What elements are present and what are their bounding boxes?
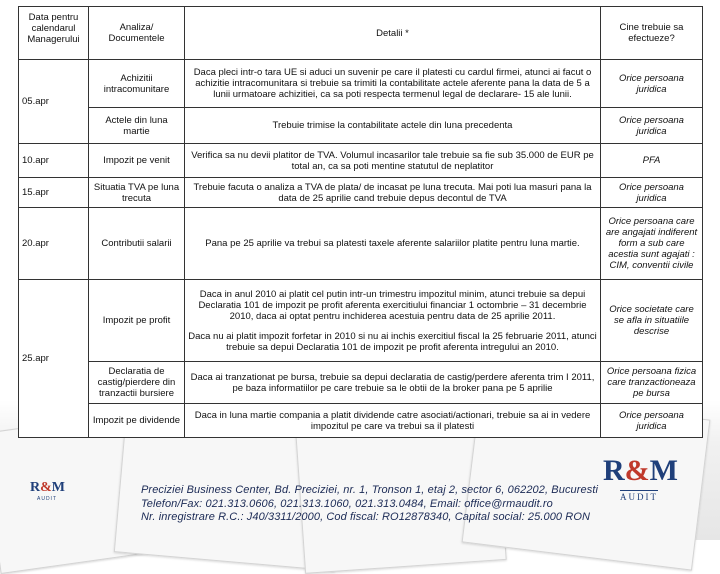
tax-cell: Declaratia de castig/pierdere din tranzactii bursiere [89, 362, 185, 404]
details-cell: Daca ai tranzationat pe bursa, trebuie sa depui declaratia de castig/perdere aferenta trim I 2011, pe baza informatiilor pe care trebuie sa le obtii de la broker pana pe 5 aprilie [185, 362, 601, 404]
details-cell [185, 280, 601, 362]
header-who: Cine trebuie sa efectueze? [601, 7, 703, 60]
logo-mark: R&M [30, 480, 66, 495]
logo-mark: R&M [603, 454, 678, 487]
table-row [19, 178, 703, 208]
header-date: Data pentru calendarul Managerului [19, 7, 89, 60]
responsible-cell: Orice persoana care are angajati indiferent form a sub care acestia sunt agajati : CIM, conventii civile [601, 208, 703, 280]
details-paragraph: Daca in anul 2010 ai platit cel putin intr-un trimestru impozitul minim, atunci trebuie sa depui Declaratia 101 de impozit pe profit aferenta exercitiului financiar 1 octombrie – 31 decembrie 2010, daca ai optat pentru inchiderea acestuia pentru data de 25 aprilie 2011. [198, 288, 587, 322]
table-row [19, 144, 703, 178]
details-cell: Daca pleci intr-o tara UE si aduci un suvenir pe care il platesti cu cardul firmei, atunci ai facut o achizitie intracomunitara si trebuie sa trimiti la contabilitate actele aferente pana la data de 5 a lunii urmatoare achizitiei, ca sa poti respecta termenul legal de declarare- 15 ale lunii. [185, 60, 601, 108]
company-logo-small [30, 480, 64, 510]
footer-address: Preciziei Business Center, Bd. Preciziei, nr. 1, Tronson 1, etaj 2, sector 6, 062202, Bucuresti [141, 484, 599, 496]
logo-subtitle: AUDIT [620, 492, 658, 502]
date-cell: 25.apr [19, 280, 89, 438]
responsible-cell: Orice persoana juridica [601, 404, 703, 438]
logo-subtitle: AUDIT [37, 496, 57, 502]
paragraph-spacer [188, 322, 597, 331]
table-row [19, 280, 703, 362]
details-cell: Verifica sa nu devii platitor de TVA. Volumul incasarilor tale trebuie sa fie sub 35.000 de EUR pe total an, ca sa poti mentine statutul de neplatitor [185, 144, 601, 178]
date-cell: 10.apr [19, 144, 89, 178]
details-cell: Daca in luna martie compania a platit dividende catre asociati/actionari, trebuie sa ai in vedere impozitul pe care va trebui sa il platesti [185, 404, 601, 438]
table-header-row [19, 7, 703, 60]
company-logo [603, 454, 678, 510]
responsible-cell: Orice persoana juridica [601, 60, 703, 108]
date-cell: 05.apr [19, 60, 89, 144]
tax-cell: Impozit pe dividende [89, 404, 185, 438]
date-cell: 20.apr [19, 208, 89, 280]
company-contact-footer [141, 484, 601, 525]
responsible-cell: Orice persoana juridica [601, 178, 703, 208]
footer-registration: Nr. inregistrare R.C.: J40/3311/2000, Cod fiscal: RO12878340, Capital social: 25.000 RON [141, 511, 591, 523]
responsible-cell: Orice persoana juridica [601, 108, 703, 144]
header-taxes: Analiza/ Documentele [89, 7, 185, 60]
tax-calendar-table [18, 6, 703, 438]
details-cell: Trebuie facuta o analiza a TVA de plata/ de incasat pe luna trecuta. Mai poti lua masuri pana la data de 25 aprilie cand trebuie depus decontul de TVA [185, 178, 601, 208]
table-row [19, 404, 703, 438]
details-cell: Pana pe 25 aprilie va trebui sa platesti taxele aferente salariilor platite pentru luna martie. [185, 208, 601, 280]
tax-cell: Achizitii intracomunitare [89, 60, 185, 108]
tax-cell: Actele din luna martie [89, 108, 185, 144]
tax-cell: Situatia TVA pe luna trecuta [89, 178, 185, 208]
table-row [19, 208, 703, 280]
tax-cell: Contributii salarii [89, 208, 185, 280]
responsible-cell: PFA [601, 144, 703, 178]
tax-cell: Impozit pe profit [89, 280, 185, 362]
table-row [19, 60, 703, 108]
details-cell: Trebuie trimise la contabilitate actele din luna precedenta [185, 108, 601, 144]
table-row [19, 108, 703, 144]
table-row [19, 362, 703, 404]
responsible-cell: Orice persoana fizica care tranzactioneaza pe bursa [601, 362, 703, 404]
header-details: Detalii * [185, 7, 601, 60]
date-cell: 15.apr [19, 178, 89, 208]
footer-contact: Telefon/Fax: 021.313.0606, 021.313.1060, 021.313.0484, Email: office@rmaudit.ro [141, 497, 553, 510]
details-paragraph: Daca nu ai platit impozit forfetar in 2010 si nu ai inchis exercitiul fiscal la 25 februarie 2011, atunci trebuie sa depui Declaratia 101 de impozit pe profit aferenta intregului an 2010. [188, 330, 597, 353]
responsible-cell: Orice societate care se afla in situatiile descrise [601, 280, 703, 362]
tax-cell: Impozit pe venit [89, 144, 185, 178]
